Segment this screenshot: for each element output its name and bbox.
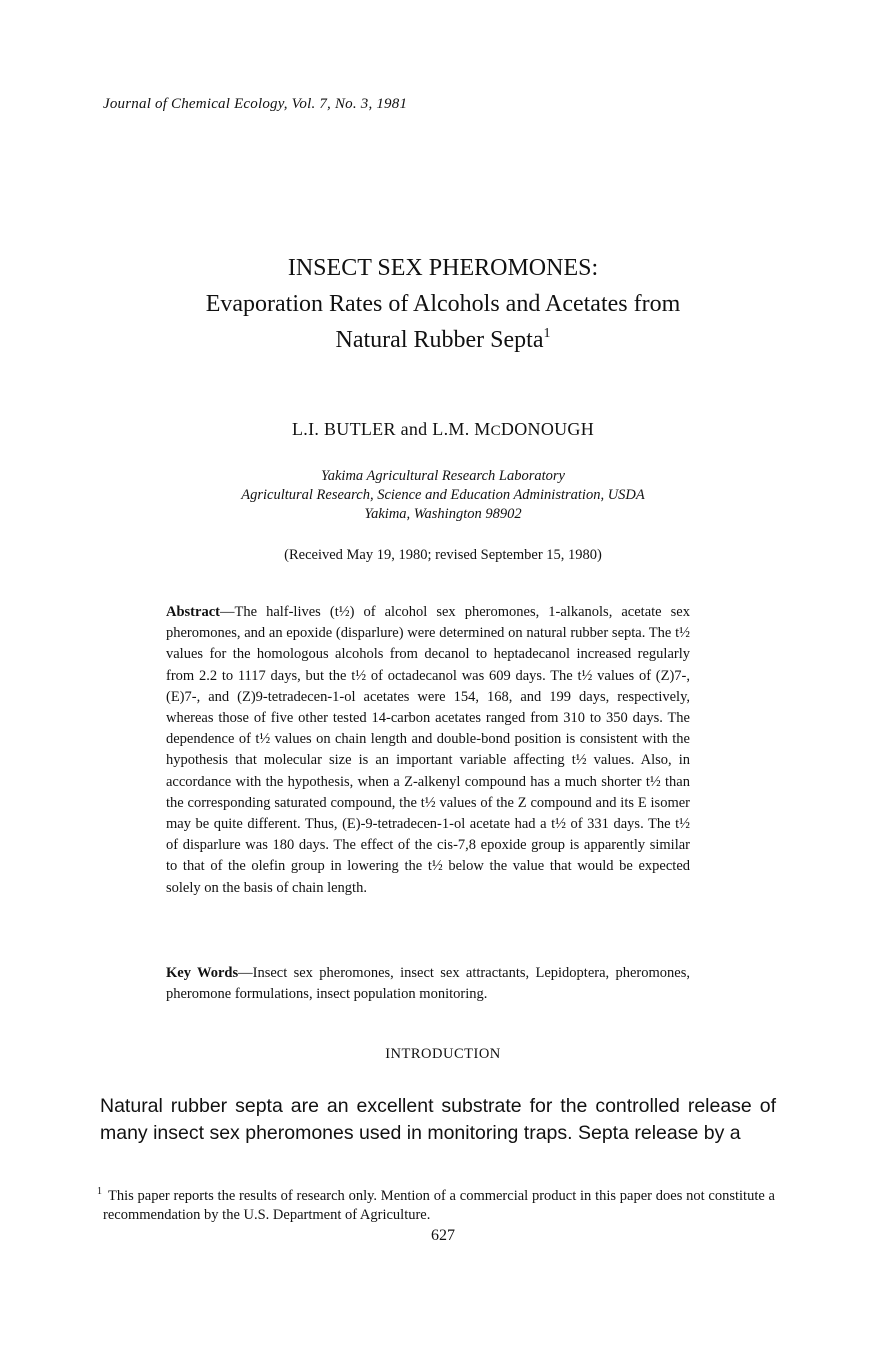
title-footnote-marker[interactable]: 1 (543, 326, 551, 341)
author-2-smallcap: C (490, 423, 501, 439)
paper-title (0, 250, 886, 358)
abstract (166, 602, 690, 899)
abstract-text: —The half-lives (t½) of alcohol sex pheromones, 1-alkanols, acetate sex pheromones, and an epoxide (disparlure) were determined on natural rubber septa. The t½ values for the homologous alcohols from decanol to heptadecanol increased regularly from 2.2 to 1117 days, but the t½ of octadecanol was 609 days. The t½ values of (Z)7-, (E)7-, and (Z)9-tetradecen-1-ol acetates were 154, 168, and 199 days, respectively, whereas those of five other tested 14-carbon acetates ranged from 310 to 350 days. The dependence of t½ values on chain length and double-bond position is consistent with the hypothesis that molecular size is an important variable affecting t½ values. Also, in accordance with the hypothesis, when a Z-alkenyl compound has a much shorter t½ than the corresponding saturated compound, the t½ values of the Z compound and its E isomer may be quite different. Thus, (E)-9-tetradecen-1-ol acetate had a t½ of 331 days. The t½ of disparlure was 180 days. The effect of the cis-7,8 epoxide group is apparently similar to that of the olefin group in lowering the t½ below the value that would be expected solely on the basis of chain length. (166, 604, 690, 896)
affiliation-line-3: Yakima, Washington 98902 (364, 506, 522, 522)
author-2 (432, 419, 594, 439)
affiliation (0, 467, 886, 524)
footnote-text: This paper reports the results of research only. Mention of a commercial product in this paper does not constitute a recommendation by the U.S. Department of Agriculture. (103, 1187, 775, 1223)
author-2-prefix: L.M. M (432, 419, 491, 439)
author-2-suffix: DONOUGH (500, 419, 595, 439)
title-line-2: Evaporation Rates of Alcohols and Acetates from (205, 291, 681, 317)
page-number: 627 (431, 1227, 455, 1244)
footnote (97, 1182, 775, 1225)
title-line-3 (0, 322, 886, 358)
keywords (166, 963, 690, 1005)
author-conjunction: and (400, 419, 428, 439)
journal-header: Journal of Chemical Ecology, Vol. 7, No. 3, 1981 (103, 96, 408, 112)
section-heading-introduction: INTRODUCTION (385, 1046, 501, 1062)
keywords-label: Key Words (166, 965, 239, 981)
affiliation-line-2: Agricultural Research, Science and Education Administration, USDA (241, 487, 645, 503)
keywords-text: —Insect sex pheromones, insect sex attractants, Lepidoptera, pheromones, pheromone formulations, insect population monitoring. (166, 965, 690, 1003)
author-1: L.I. BUTLER (291, 419, 396, 439)
title-line-1: INSECT SEX PHEROMONES: (287, 255, 599, 281)
abstract-label: Abstract (166, 604, 220, 620)
footnote-marker: 1 (97, 1186, 102, 1197)
introduction-paragraph: Natural rubber septa are an excellent substrate for the controlled release of many insect sex pheromones used in monitoring traps. Septa release by a (100, 1095, 776, 1144)
title-line-3-text: Natural Rubber Septa (335, 327, 544, 353)
received-dates: (Received May 19, 1980; revised September 15, 1980) (284, 547, 602, 563)
author-list (0, 419, 886, 440)
affiliation-line-1: Yakima Agricultural Research Laboratory (321, 468, 565, 484)
